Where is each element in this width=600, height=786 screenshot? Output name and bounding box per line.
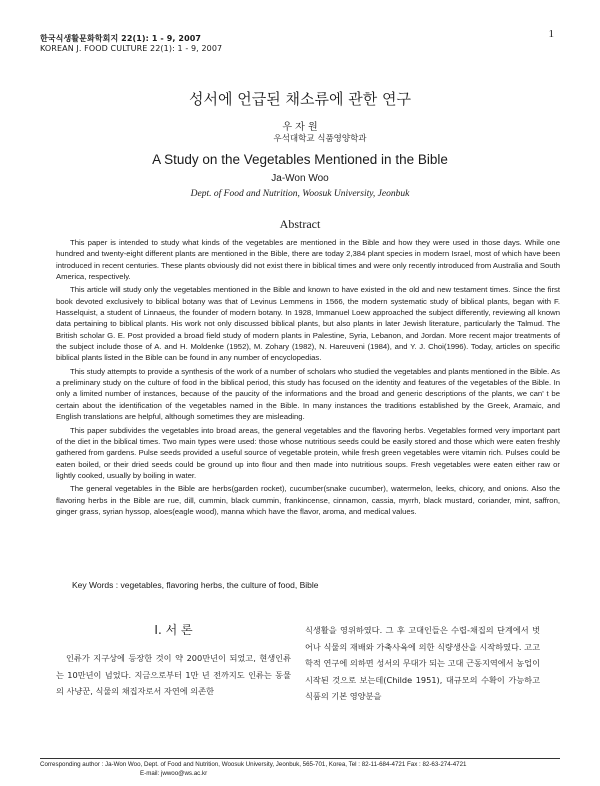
abstract-body xyxy=(56,237,560,519)
footnote xyxy=(40,760,580,778)
page-number: 1 xyxy=(548,28,554,40)
abstract-paragraph: This study attempts to provide a synthesis of the work of a number of scholars who studied the vegetables and plants mentioned in the Bible. As a preliminary study on the culture of food in the biblical period, this study has focused on the identity and features of the vegetables of the Bible. In only a limited number of instances, because of the paucity of the informations and the broad and generic descriptions of the plants, we can' t be certain about the identification of the vegetables named in the Bible. In many instances the traditions established by the Greek, Aramaic, and English translations are helpful, although sometimes they are misleading. xyxy=(56,366,560,422)
body-column-left xyxy=(56,622,291,700)
footnote-author: Corresponding author : Ja-Won Woo, Dept. of Food and Nutrition, Woosuk University, Jeonbuk, 565-701, Korea, Tel : 82-11-684-4721 Fax : 82-63-274-4721 xyxy=(40,761,467,768)
body-paragraph: 식생활을 영위하였다. 그 후 고대인들은 수렵-채집의 단계에서 벗어나 식물의 재배와 가축사육에 의한 식량생산을 시작하였다. 고고학적 연구에 의하면 성서의 무대가 되는 고대 근동지역에서 농업이 시작된 것으로 보는데(Childe 1951), 대규모의 수확이 가능하고 식품의 기본 영양분을 xyxy=(305,625,540,701)
section-heading: I. 서 론 xyxy=(154,623,193,637)
footnote-email: E-mail: jwwoo@ws.ac.kr xyxy=(140,770,208,777)
abstract-paragraph: The general vegetables in the Bible are herbs(garden rocket), cucumber(snake cucumber), watermelon, leeks, chicory, and onions. Also the flavoring herbs in the Bible are rue, dill, cummin, black cummin, frankincense, cinnamon, cassia, myrrh, black mustard, coriander, mint, saffron, ginger grass, syrian hyssop, aloes(eagle wood), manna which have the flavor, aroma, and medical values. xyxy=(56,484,560,516)
abstract-paragraph: This paper is intended to study what kinds of the vegetables are mentioned in the Bible and how they were used in those days. While one hundred and twenty-eight different plants are mentioned in the Bible, there are today 2,384 plant species in modern Israel, most of which have been introduced in recent centuries. These plants obviously did not exist there in biblical times and were only recently introduced from Australia and South America, respectively. xyxy=(56,238,560,282)
footnote-divider xyxy=(40,758,560,759)
affiliation-korean: 우석대학교 식품영양학과 xyxy=(273,134,367,144)
abstract-paragraph: This article will study only the vegetables mentioned in the Bible and known to have existed in the old and new testament times. Since the first book devoted exclusively to biblical botany was that of Levinus Lemmens in 1566, the modern systematic study of biblical plants, began with F. Hasselquist, a student of Linnaeus, the founder of modern botany. In 1928, Immanuel Loew approached the subject differently, reviewing all known data pertaining to biblical plants. His work not only discussed biblical plants, but also plants in later Jewish literature, particularly the Talmud. The British scholar G. E. Post provided a broad field study of modern plants in Palestine, Syria, Lebanon, and Jordan. More recent major treatments of the subject include those of A. and H. Moldenke (1952), M. Zohary (1982), N. Hareuveni (1984), and Y. J. Choi(1996). Today, articles on specific biblical plants listed in the Bible can be found in any number of encyclopedias. xyxy=(56,285,560,363)
body-paragraph: 인류가 지구상에 등장한 것이 약 200만년이 되었고, 현생인류는 10만년이 넘었다. 지금으로부터 1만 년 전까지도 인류는 동물의 사냥꾼, 식물의 채집자로서 자연에 의존한 xyxy=(56,653,291,696)
journal-header xyxy=(40,34,222,54)
abstract-paragraph: This paper subdivides the vegetables into broad areas, the general vegetables and the flavoring herbs. Vegetables formed very important part of the diet in the biblical times. Two main types were used: those whose nutritious seeds could be easily stored and those which were eaten freshly gathered from gardens. Pulse seeds provided a useful source of vegetable protein, while fresh green vegetables were vitamin rich. Pulses could be eaten boiled, or their dried seeds could be ground up into flour and then made into nutritious soups. Fresh vegetables were eaten either raw or lightly cooked, usually by boiling in water. xyxy=(56,425,560,480)
journal-line-ko: 한국식생활문화학회지 22(1): 1 - 9, 2007 xyxy=(40,34,202,43)
author-english: Ja-Won Woo xyxy=(271,173,329,184)
journal-line-en: KOREAN J. FOOD CULTURE 22(1): 1 - 9, 2007 xyxy=(40,44,223,53)
keywords: Key Words : vegetables, flavoring herbs, the culture of food, Bible xyxy=(72,580,319,590)
title-english: A Study on the Vegetables Mentioned in the Bible xyxy=(152,152,448,167)
author-korean: 우 자 원 xyxy=(282,122,318,133)
abstract-heading: Abstract xyxy=(279,217,321,231)
title-korean: 성서에 언급된 채소류에 관한 연구 xyxy=(189,90,411,108)
affiliation-english: Dept. of Food and Nutrition, Woosuk University, Jeonbuk xyxy=(190,189,410,199)
body-column-right xyxy=(305,622,540,705)
